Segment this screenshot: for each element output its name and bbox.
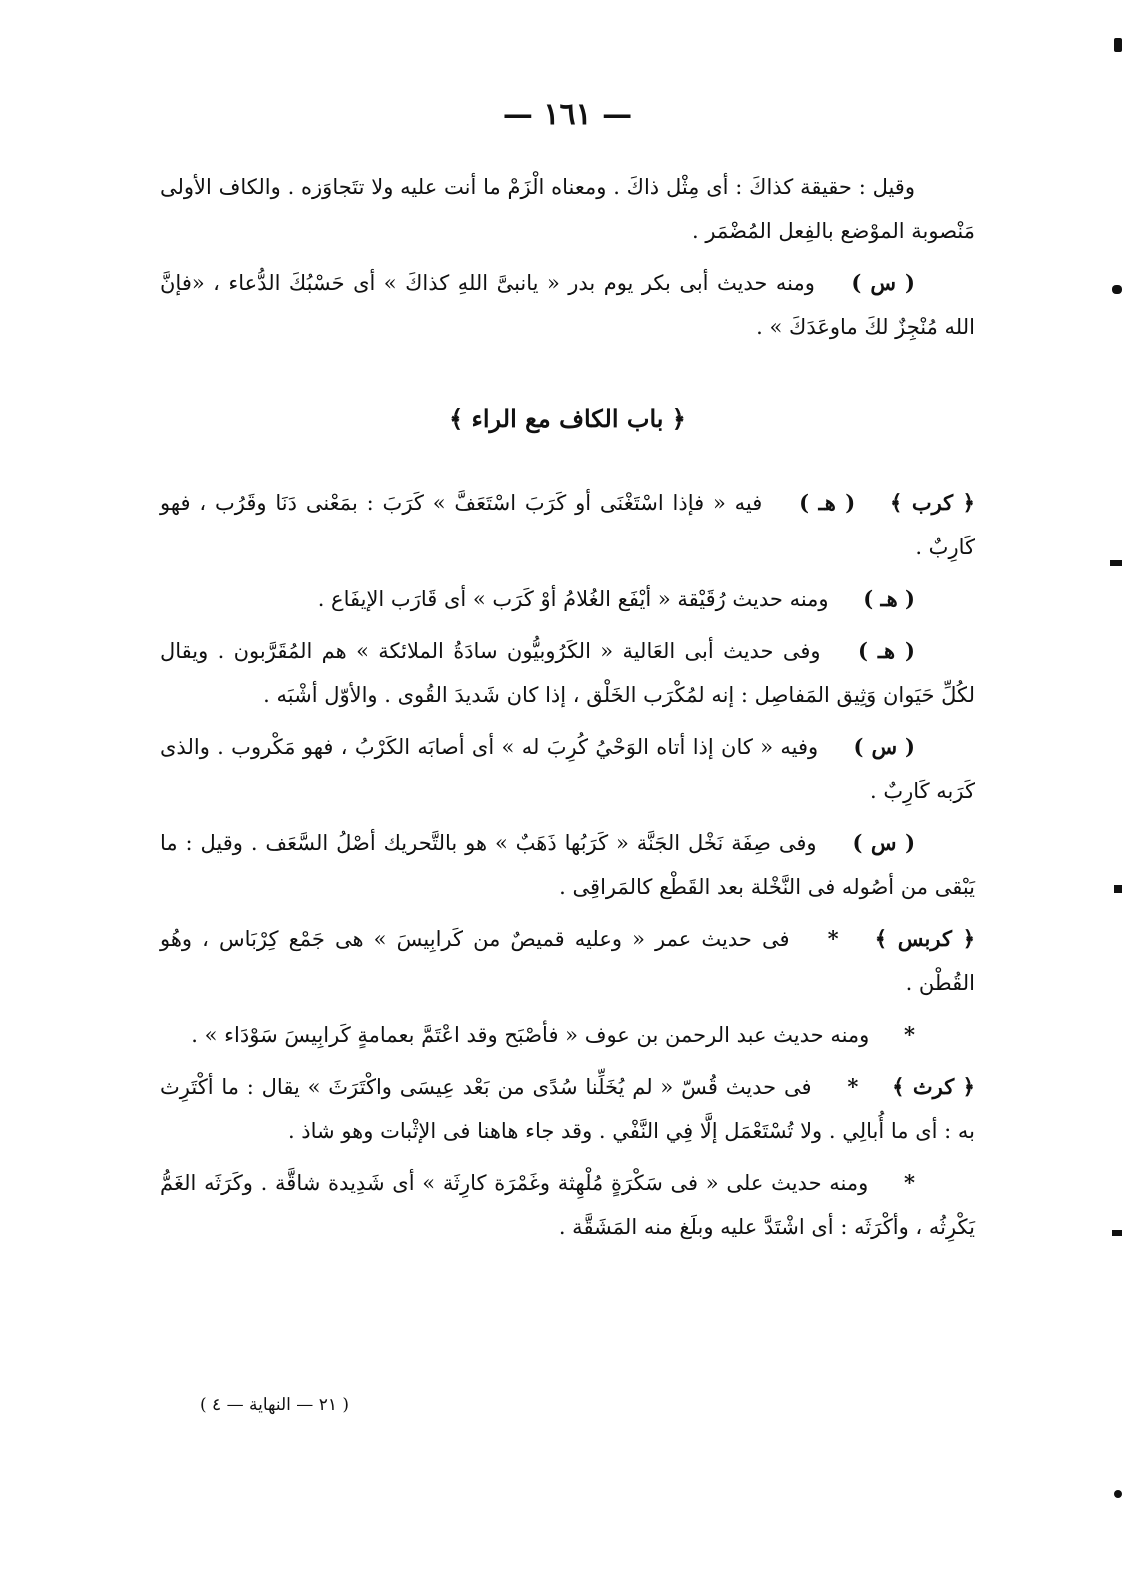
source-tag: ( س )	[851, 270, 915, 295]
page-number: — ١٦١ —	[502, 97, 633, 132]
intro-paragraph-1: وقيل : حقيقة كذاكَ : أى مِثْل ذاكَ . ومعناه الْزَمْ ما أنت عليه ولا تتَجاوَزه . والكاف الأولى مَنْصوبة الموْضع بالفِعل المُضْمَر .	[160, 175, 975, 243]
paragraph-text: ومنه حديث أبى بكر يوم بدر « يانبىَّ اللهِ كذاكَ » أى حَسْبُكَ الدُّعاء ، «فإنَّ الله مُنْجِزٌ لكَ ماوعَدَكَ » .	[160, 271, 975, 339]
printer-signature: ( ٢١ — النهاية — ٤ )	[200, 1395, 350, 1415]
scan-artifact-mark	[1112, 1230, 1122, 1236]
scan-artifact-mark	[1114, 885, 1122, 893]
source-tag: ( هـ )	[857, 638, 915, 663]
asterisk-marker: *	[827, 926, 839, 951]
page-content	[160, 95, 975, 1257]
asterisk-marker: *	[847, 1074, 859, 1099]
entry-text: وفى حديث أبى العَالية « الكَرُوبيُّون سادَةُ الملائكة » هم المُقَرَّبون . ويقال لكُلِّ حَيَوان وَثِيق المَفاصِل : إنه لمُكْرَب الخَلْق ، إذا كان شَديدَ القُوى . والأوّل أشْبَه .	[160, 639, 975, 707]
entry-head-word: ﴿ كرث ﴾	[892, 1074, 975, 1099]
entry-paragraph	[160, 1013, 975, 1057]
scan-artifact-mark	[1110, 560, 1122, 566]
entry-text: فيه « فإذا اسْتَغْنَى أو كَرَبَ اسْتَعَفَّ » كَرَبَ : بمَعْنى دَنَا وقَرُب ، فهو كَارِبٌ .	[160, 491, 975, 559]
entry-text: فى حديث عمر « وعليه قميصٌ من كَرابِيسَ » هى جَمْع كِرْبَاس ، وهُو القُطْن .	[160, 927, 975, 995]
entry-paragraph	[160, 629, 975, 717]
entry-karath	[160, 1065, 975, 1153]
entry-text: ومنه حديث رُقَيْقة « أيْفَع الغُلامُ أوْ كَرَب » أى قَارَب الإيفَاع .	[317, 587, 829, 611]
entry-paragraph	[160, 725, 975, 813]
source-tag: ( س )	[852, 830, 915, 855]
entry-paragraph	[160, 577, 975, 621]
entry-head-word: ﴿ كربس ﴾	[874, 926, 975, 951]
scan-artifact-mark	[1112, 285, 1122, 294]
source-tag: ( هـ )	[863, 586, 915, 611]
entry-head-word: ﴿ كرب ﴾	[890, 490, 975, 515]
scan-artifact-mark	[1114, 38, 1122, 52]
entry-paragraph	[160, 1161, 975, 1249]
asterisk-marker: *	[904, 1022, 915, 1047]
entry-text: وفيه « كان إذا أتاه الوَحْيُ كُرِبَ له » أى أصابَه الكَرْبُ ، فهو مَكْروب . والذى كَرَبه كَارِبٌ .	[160, 735, 975, 803]
intro-paragraph-2	[160, 261, 975, 349]
source-tag: ( س )	[853, 734, 915, 759]
entry-text: فى حديث قُسّ « لم يُخَلِّنا سُدًى من بَعْد عِيسَى واكْتَرَثَ » يقال : ما أكْتَرِث به : أى ما أُبالِي . ولا تُسْتَعْمَل إلَّا فِي النَّفْي . وقد جاء هاهنا فى الإثْبات وهو شاذ .	[160, 1075, 975, 1143]
asterisk-marker: *	[904, 1170, 915, 1195]
entry-text: ومنه حديث عبد الرحمن بن عوف « فأصْبَح وقد اعْتَمَّ بعمامةٍ كَرابِيسَ سَوْدَاء » .	[191, 1023, 870, 1047]
entry-karab	[160, 481, 975, 569]
entry-karbas	[160, 917, 975, 1005]
entry-text: وفى صِفَة نَخْل الجَنَّة « كَرَبُها ذَهَبٌ » هو بالتَّحريك أصْلُ السَّعَف . وقيل : ما يَبْقى من أصُوله فى النَّخْلة بعد القَطْع كالمَراقِى .	[160, 831, 975, 899]
entry-text: ومنه حديث على « فى سَكْرَةٍ مُلْهِثة وغَمْرَة كارِثَة » أى شَدِيدة شاقَّة . وكَرَثَه الغَمُّ يَكْرِثُه ، وأكْرَثَه : أى اشْتَدَّ عليه وبلَغ منه المَشَقَّة .	[160, 1171, 975, 1239]
source-tag: ( هـ )	[799, 490, 856, 515]
entry-paragraph	[160, 821, 975, 909]
section-heading: ﴿ باب الكاف مع الراء ﴾	[449, 404, 686, 433]
scan-artifact-mark	[1114, 1490, 1122, 1498]
